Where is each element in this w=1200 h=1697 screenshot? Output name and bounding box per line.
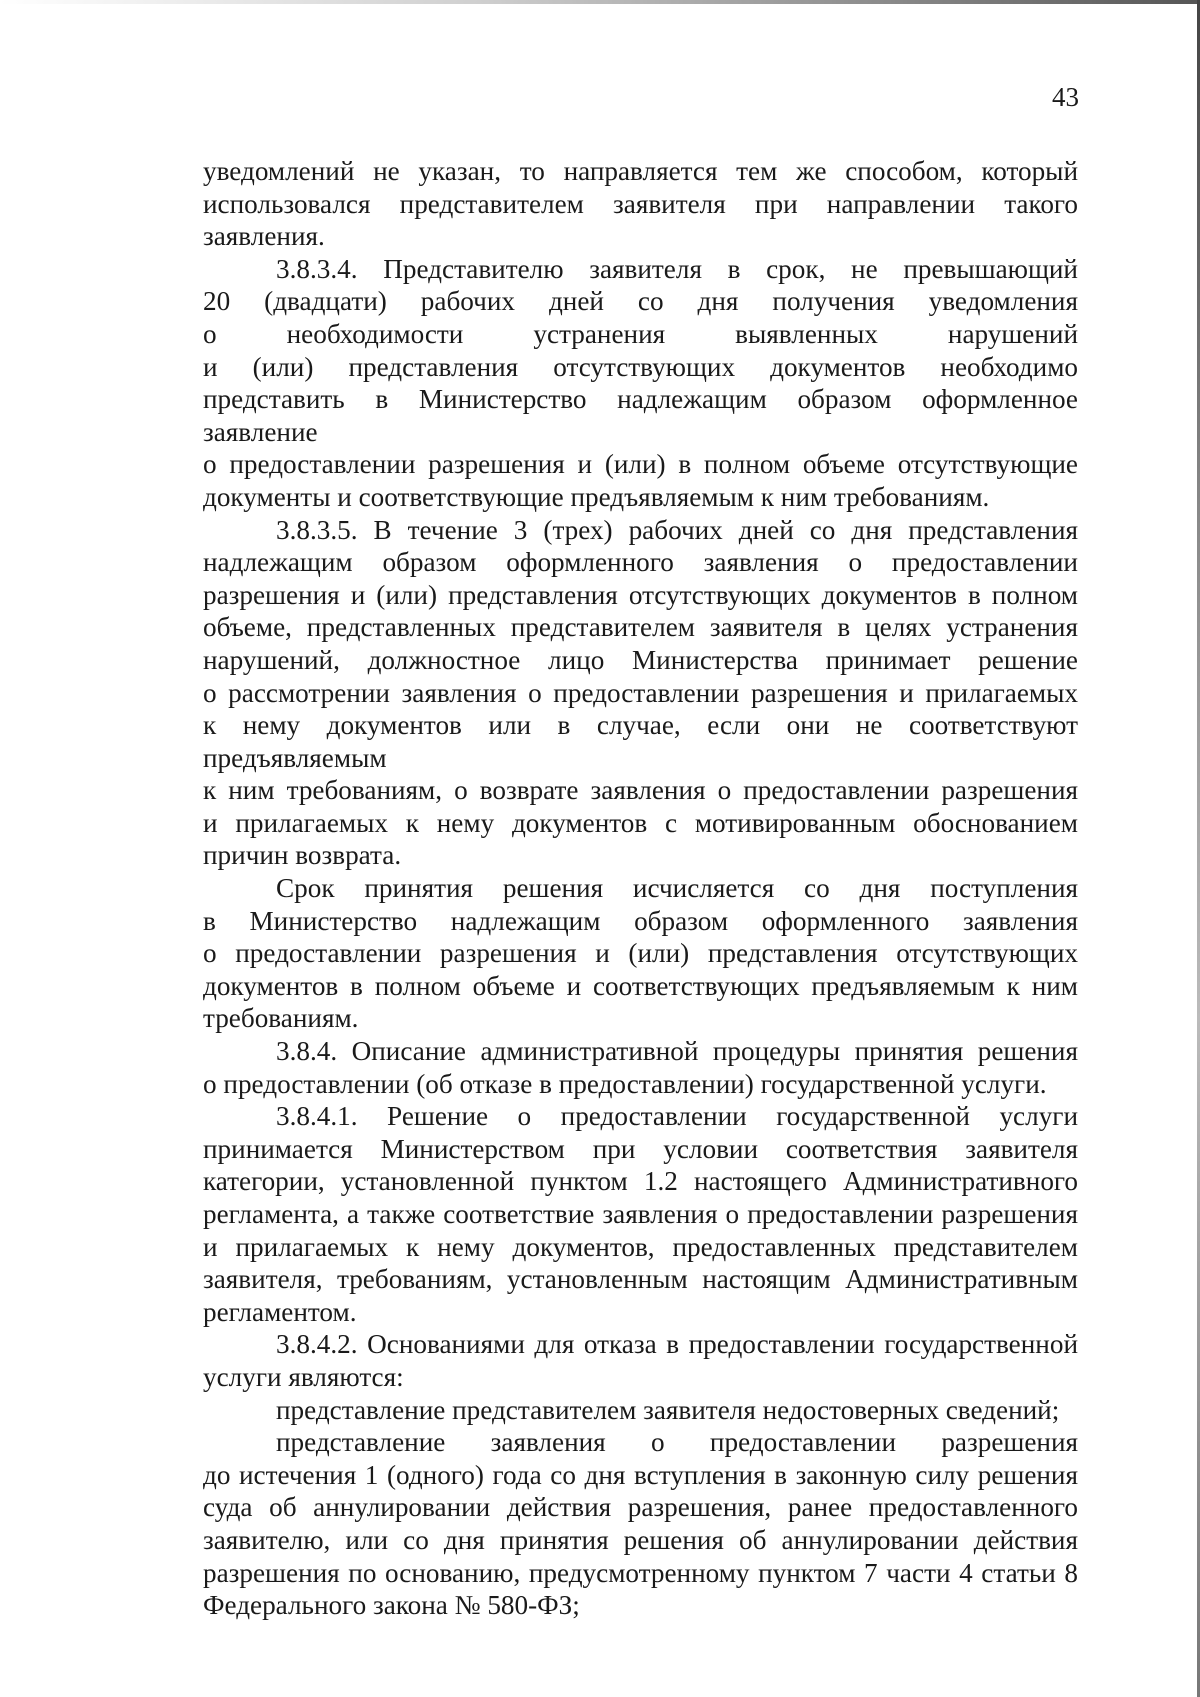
text-line: услуги являются: [203, 1361, 404, 1392]
text-line: о рассмотрении заявления о предоставлении разрешения и прилагаемых [203, 677, 1078, 708]
text-line: и (или) представления отсутствующих документов необходимо [203, 351, 1078, 382]
text-line: представление заявления о предоставлении разрешения [276, 1427, 1078, 1458]
text-line: в Министерство надлежащим образом оформленного заявления [203, 905, 1078, 936]
text-line: регламента, а также соответствие заявления о предоставлении разрешения [203, 1199, 1078, 1229]
text-line: Срок принятия решения исчисляется со дня поступления [276, 873, 1078, 904]
text-line: принимается Министерством при условии соответствия заявителя [203, 1133, 1078, 1164]
scan-top-edge [0, 0, 1200, 4]
text-line: 3.8.4.1. Решение о предоставлении государственной услуги [276, 1101, 1078, 1132]
text-line: о необходимости устранения выявленных нарушений [203, 318, 1078, 349]
text-line: причин возврата. [203, 840, 402, 871]
text-line: о предоставлении разрешения и (или) представления отсутствующих [203, 938, 1078, 969]
text-line: разрешения по основанию, предусмотренному пунктом 7 части 4 статьи 8 [203, 1557, 1078, 1588]
text-line: суда об аннулировании действия разрешения, ранее предоставленного [203, 1492, 1078, 1523]
text-line: к нему документов или в случае, если они не соответствуют предъявляемым [203, 710, 1078, 773]
text-line: документы и соответствующие предъявляемым к ним требованиям. [203, 481, 990, 512]
text-line: 3.8.4. Описание административной процедуры принятия решения [276, 1036, 1078, 1067]
text-line: Федерального закона № 580-ФЗ; [203, 1590, 580, 1621]
text-line: заявителя, требованиям, установленным настоящим Административным [203, 1264, 1078, 1295]
text-line: требованиям. [203, 1003, 359, 1034]
text-line: 3.8.3.5. В течение 3 (трех) рабочих дней со дня представления [276, 514, 1078, 545]
text-line: заявителю, или со дня принятия решения об аннулировании действия [203, 1524, 1078, 1555]
text-line: 20 (двадцати) рабочих дней со дня получения уведомления [203, 286, 1078, 317]
text-line: и прилагаемых к нему документов с мотивированным обоснованием [203, 807, 1078, 838]
text-line: к ним требованиям, о возврате заявления о предоставлении разрешения [203, 775, 1078, 806]
page-number: 43 [1052, 82, 1079, 112]
text-line: регламентом. [203, 1296, 357, 1327]
text-line: категории, установленной пунктом 1.2 настоящего Административного [203, 1166, 1078, 1197]
text-line: использовался представителем заявителя при направлении такого [203, 188, 1078, 219]
text-line: и прилагаемых к нему документов, предоставленных представителем [203, 1231, 1078, 1262]
text-line: представление представителем заявителя недостоверных сведений; [276, 1394, 1060, 1425]
text-line: о предоставлении (об отказе в предоставлении) государственной услуги. [203, 1068, 1047, 1099]
text-line: о предоставлении разрешения и (или) в полном объеме отсутствующие [203, 449, 1078, 480]
text-line: разрешения и (или) представления отсутствующих документов в полном [203, 579, 1078, 610]
text-line: надлежащим образом оформленного заявления о предоставлении [203, 547, 1078, 578]
text-line: уведомлений не указан, то направляется тем же способом, который [203, 156, 1078, 186]
text-line: 3.8.3.4. Представителю заявителя в срок, не превышающий [276, 253, 1078, 284]
text-line: нарушений, должностное лицо Министерства принимает решение [203, 644, 1078, 675]
text-line: документов в полном объеме и соответствующих предъявляемым к ним [203, 970, 1078, 1001]
text-line: 3.8.4.2. Основаниями для отказа в предоставлении государственной [276, 1329, 1078, 1360]
document-body [203, 155, 1078, 1622]
text-line: объеме, представленных представителем заявителя в целях устранения [203, 612, 1078, 643]
text-line: заявления. [203, 221, 325, 252]
text-line: до истечения 1 (одного) года со дня вступления в законную силу решения [203, 1459, 1078, 1490]
text-line: представить в Министерство надлежащим образом оформленное заявление [203, 384, 1078, 447]
